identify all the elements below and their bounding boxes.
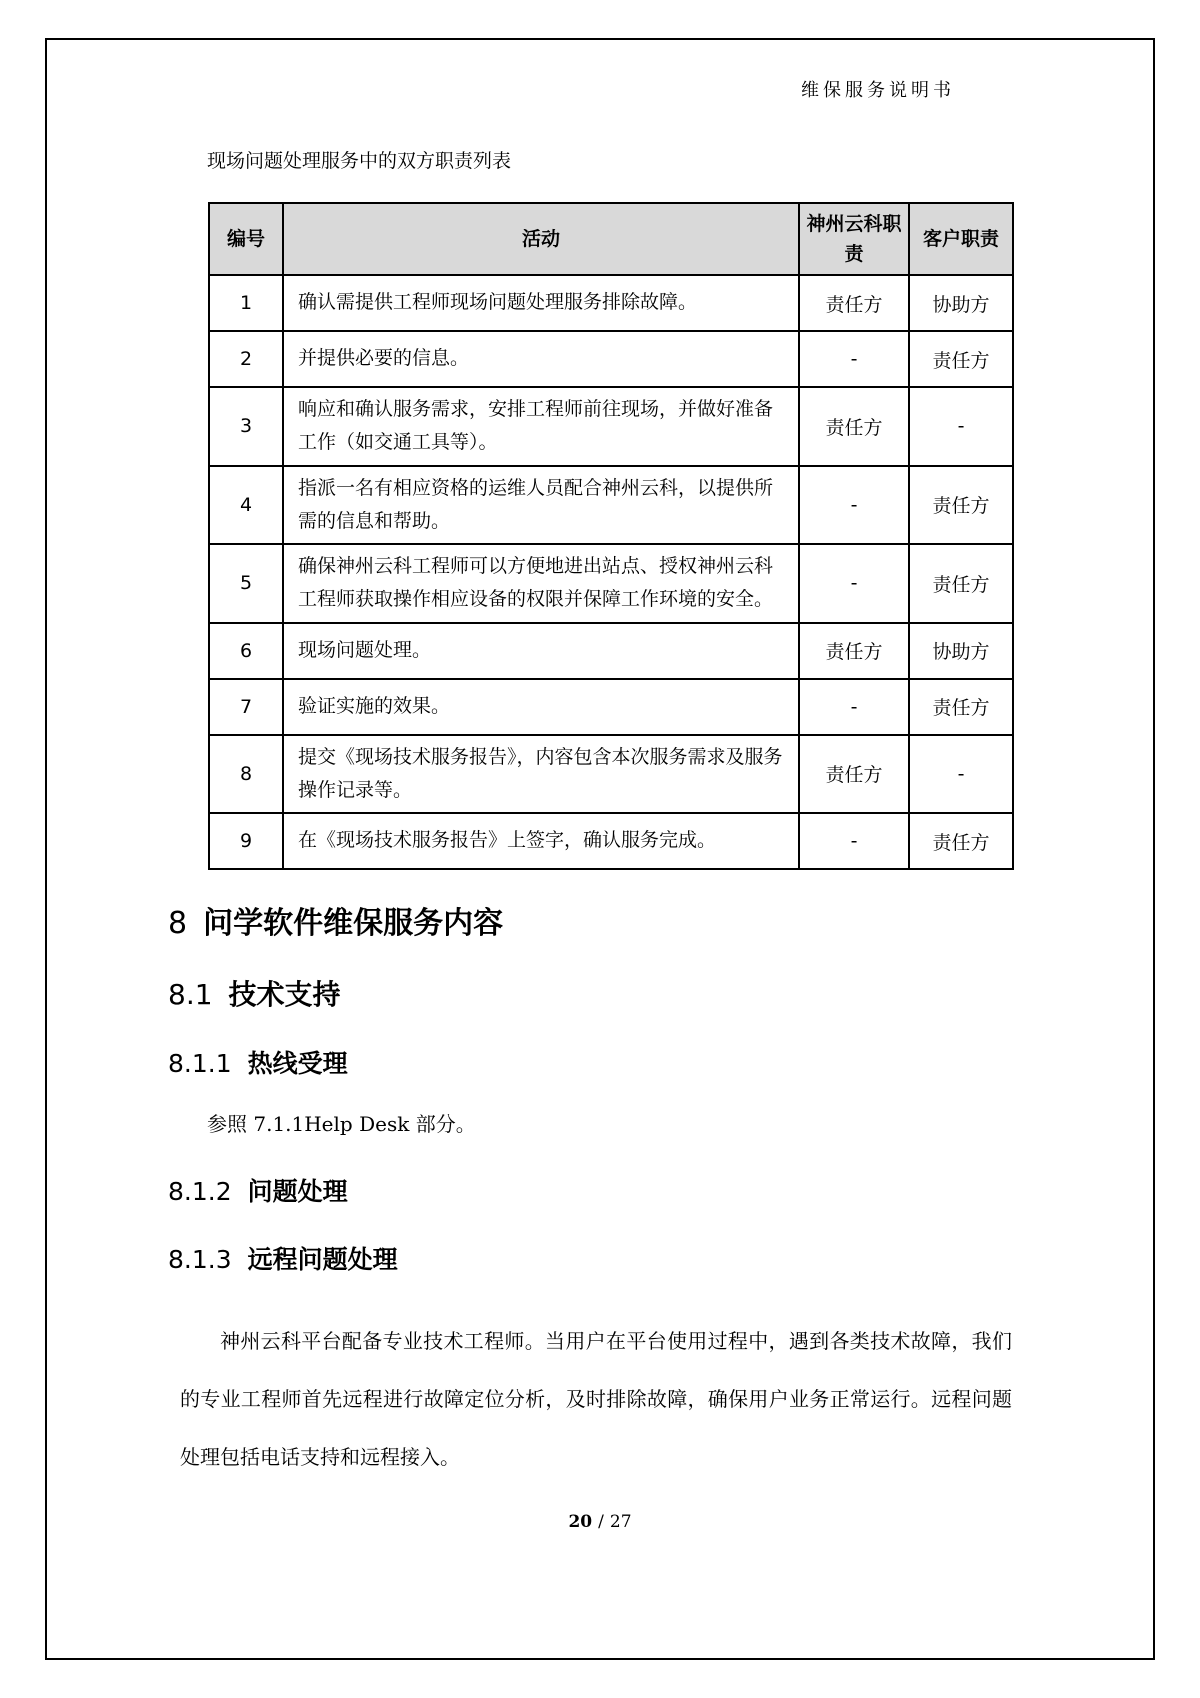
column-header-vendor-duty: 神州云科职责 bbox=[799, 203, 909, 275]
row-activity: 提交《现场技术服务报告》，内容包含本次服务需求及服务操作记录等。 bbox=[283, 735, 799, 814]
row-id: 9 bbox=[209, 813, 283, 869]
row-vendor-duty: 责任方 bbox=[799, 623, 909, 679]
column-header-id: 编号 bbox=[209, 203, 283, 275]
row-id: 6 bbox=[209, 623, 283, 679]
row-vendor-duty: 责任方 bbox=[799, 735, 909, 814]
heading-8-1 bbox=[168, 973, 341, 1013]
heading-8-1-3 bbox=[168, 1240, 398, 1276]
table-row bbox=[209, 623, 1013, 679]
row-activity: 响应和确认服务需求，安排工程师前往现场，并做好准备工作（如交通工具等）。 bbox=[283, 387, 799, 466]
column-header-activity: 活动 bbox=[283, 203, 799, 275]
row-customer-duty: 责任方 bbox=[909, 466, 1013, 545]
heading-number: 8.1.1 bbox=[168, 1049, 232, 1078]
reference-paragraph: 参照 7.1.1Help Desk 部分。 bbox=[207, 1112, 476, 1136]
row-id: 8 bbox=[209, 735, 283, 814]
row-activity: 在《现场技术服务报告》上签字，确认服务完成。 bbox=[283, 813, 799, 869]
row-vendor-duty: 责任方 bbox=[799, 387, 909, 466]
row-customer-duty: 协助方 bbox=[909, 623, 1013, 679]
row-vendor-duty: 责任方 bbox=[799, 275, 909, 331]
row-customer-duty: 协助方 bbox=[909, 275, 1013, 331]
table-header-row bbox=[209, 203, 1013, 275]
heading-title: 远程问题处理 bbox=[247, 1245, 398, 1274]
table-row bbox=[209, 331, 1013, 387]
row-id: 4 bbox=[209, 466, 283, 545]
heading-title: 热线受理 bbox=[247, 1049, 348, 1078]
body-paragraph: 神州云科平台配备专业技术工程师。当用户在平台使用过程中，遇到各类技术故障，我们的专业工程师首先远程进行故障定位分析，及时排除故障，确保用户业务正常运行。远程问题处理包括电话支持和远程接入。 bbox=[180, 1329, 1012, 1469]
document-header-title: 维保服务说明书 bbox=[801, 80, 955, 101]
row-id: 3 bbox=[209, 387, 283, 466]
table-row bbox=[209, 679, 1013, 735]
table-row bbox=[209, 275, 1013, 331]
row-id: 7 bbox=[209, 679, 283, 735]
row-customer-duty: 责任方 bbox=[909, 331, 1013, 387]
heading-number: 8.1.2 bbox=[168, 1177, 232, 1206]
table-caption: 现场问题处理服务中的双方职责列表 bbox=[207, 150, 512, 172]
row-activity: 验证实施的效果。 bbox=[283, 679, 799, 735]
row-customer-duty: - bbox=[909, 387, 1013, 466]
row-vendor-duty: - bbox=[799, 544, 909, 623]
table-row bbox=[209, 387, 1013, 466]
page-number bbox=[45, 1512, 1155, 1532]
row-activity: 并提供必要的信息。 bbox=[283, 331, 799, 387]
row-vendor-duty: - bbox=[799, 466, 909, 545]
heading-number: 8 bbox=[168, 906, 188, 941]
table-row bbox=[209, 544, 1013, 623]
row-customer-duty: 责任方 bbox=[909, 544, 1013, 623]
row-vendor-duty: - bbox=[799, 679, 909, 735]
row-activity: 现场问题处理。 bbox=[283, 623, 799, 679]
page-number-current: 20 bbox=[568, 1512, 593, 1532]
responsibility-table bbox=[208, 202, 1014, 870]
heading-8-1-2 bbox=[168, 1172, 348, 1208]
row-vendor-duty: - bbox=[799, 331, 909, 387]
heading-number: 8.1 bbox=[168, 978, 213, 1011]
heading-title: 问题处理 bbox=[247, 1177, 348, 1206]
row-id: 2 bbox=[209, 331, 283, 387]
row-activity: 确保神州云科工程师可以方便地进出站点、授权神州云科工程师获取操作相应设备的权限并保障工作环境的安全。 bbox=[283, 544, 799, 623]
row-activity: 指派一名有相应资格的运维人员配合神州云科，以提供所需的信息和帮助。 bbox=[283, 466, 799, 545]
heading-number: 8.1.3 bbox=[168, 1245, 232, 1274]
row-vendor-duty: - bbox=[799, 813, 909, 869]
table-row bbox=[209, 735, 1013, 814]
table-row bbox=[209, 466, 1013, 545]
heading-8-1-1 bbox=[168, 1044, 348, 1080]
table-row bbox=[209, 813, 1013, 869]
row-customer-duty: - bbox=[909, 735, 1013, 814]
row-customer-duty: 责任方 bbox=[909, 813, 1013, 869]
row-activity: 确认需提供工程师现场问题处理服务排除故障。 bbox=[283, 275, 799, 331]
row-customer-duty: 责任方 bbox=[909, 679, 1013, 735]
heading-8 bbox=[168, 898, 503, 942]
row-id: 5 bbox=[209, 544, 283, 623]
row-id: 1 bbox=[209, 275, 283, 331]
heading-title: 问学软件维保服务内容 bbox=[203, 906, 504, 941]
heading-title: 技术支持 bbox=[228, 978, 341, 1011]
page-number-total: 27 bbox=[609, 1512, 632, 1532]
page-number-separator: / bbox=[598, 1512, 604, 1532]
column-header-customer-duty: 客户职责 bbox=[909, 203, 1013, 275]
